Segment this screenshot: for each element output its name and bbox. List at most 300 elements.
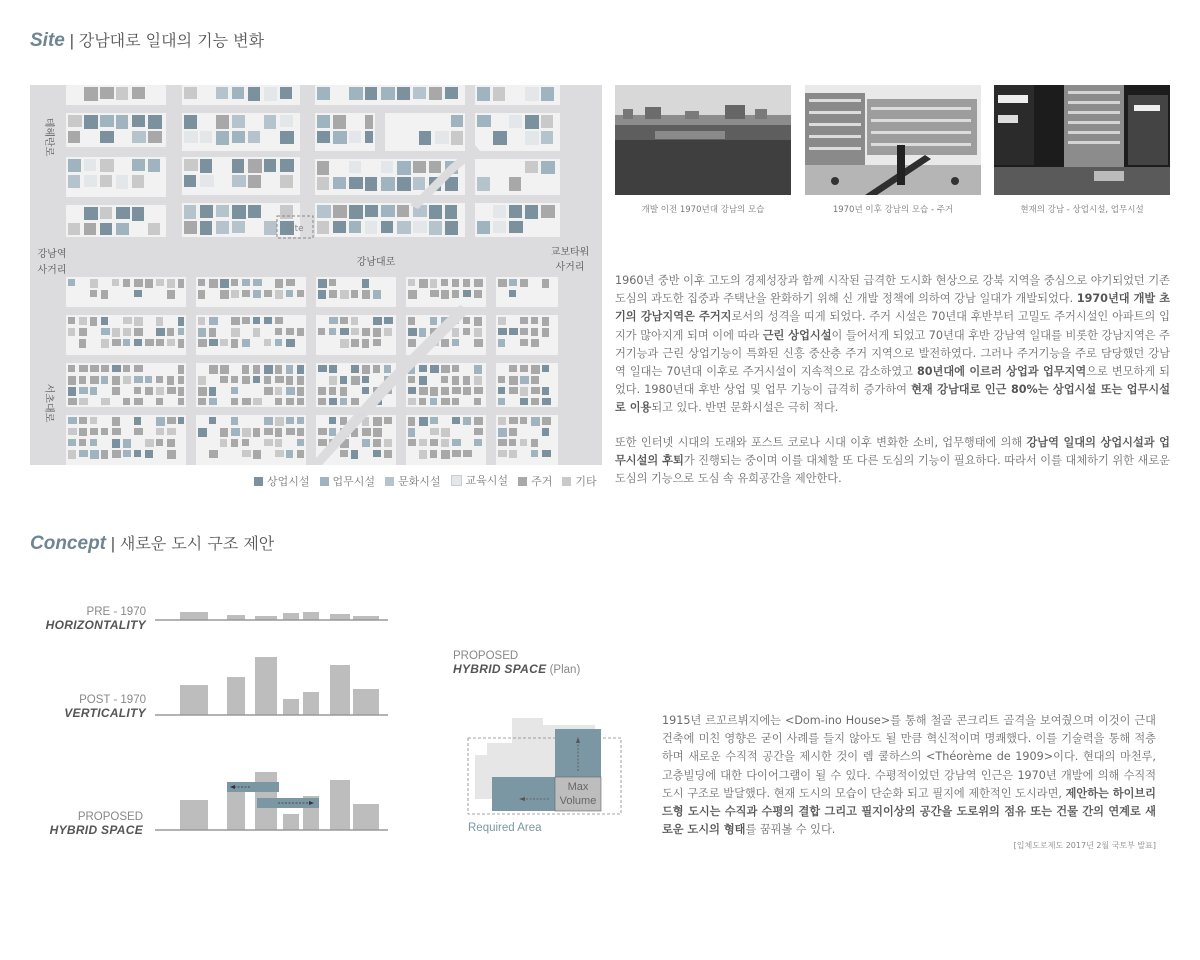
map-building (441, 365, 450, 373)
map-building (381, 205, 395, 217)
map-building (112, 328, 120, 337)
map-building (198, 290, 205, 299)
map-building (134, 428, 143, 435)
photo-caption-3: 현재의 강남 - 상업시설, 업무시설 (1020, 205, 1144, 215)
map-building (148, 115, 162, 129)
legend-label: 주거 (531, 475, 553, 488)
map-building (145, 450, 153, 458)
map-building (520, 365, 528, 372)
map-building (200, 221, 212, 235)
map-building (184, 175, 196, 187)
map-building (68, 365, 75, 372)
map-building (248, 131, 260, 143)
photo-present (994, 85, 1170, 195)
map-building (90, 376, 99, 384)
map-building (340, 317, 348, 324)
map-building (419, 131, 431, 145)
map-building (112, 376, 120, 385)
site-map (30, 85, 602, 465)
photo-post-1970 (805, 85, 981, 195)
map-building (68, 131, 80, 143)
map-building (297, 387, 304, 396)
map-building (198, 339, 207, 347)
map-building (100, 175, 112, 187)
map-building (430, 317, 437, 325)
map-building (220, 376, 228, 383)
map-building (101, 365, 109, 372)
map-building (90, 439, 97, 446)
map-building (365, 131, 373, 143)
map-building (413, 221, 427, 233)
map-building (264, 339, 271, 346)
map-building (68, 450, 76, 459)
map-building (178, 417, 184, 424)
map-building (231, 279, 238, 286)
map-building (184, 159, 198, 171)
p1-text-3: 이 들어서게 되었고 70년대 후반 강남역 일대를 비롯한 강남지역은 주거기능과 근린 상업기능이 특화된 신흥 중산층 주거 지역으로 발전하였다. 그러나 주거기능을 주로 담당했던 강남역 일대는 70년대 이후로 주거시설이 지속적으로 감소하였고 (615, 328, 1170, 379)
map-building (509, 376, 518, 385)
map-building (408, 328, 417, 336)
map-building (441, 339, 449, 347)
map-building (373, 450, 381, 457)
map-building (134, 290, 142, 297)
map-building (123, 279, 130, 287)
concept-paragraph (662, 712, 1156, 839)
map-building (340, 398, 347, 405)
map-building (419, 398, 426, 405)
map-building (68, 376, 76, 385)
site-label: Site (286, 224, 304, 234)
p3-bold-1: 제안하는 하이브리드형 도시는 수직과 수평의 결합 그리고 필지이상의 공간을 도로위의 점유 또는 건물 간의 연계로 새로운 도시의 형태 (662, 786, 1156, 837)
concept-title-text: 새로운 도시 구조 제안 (119, 534, 275, 553)
map-building (329, 279, 336, 286)
map-building (351, 328, 359, 335)
map-building (452, 290, 459, 298)
map-building (264, 221, 277, 235)
map-building (531, 365, 540, 374)
map-building (200, 205, 213, 218)
map-building (318, 279, 327, 288)
map-building (220, 279, 229, 288)
map-building (419, 417, 428, 426)
required-area-label: Required Area (468, 822, 542, 834)
map-building (493, 131, 507, 145)
map-building (167, 417, 176, 424)
map-building (542, 398, 551, 405)
map-building (79, 439, 86, 446)
map-building (275, 417, 284, 426)
map-building (408, 417, 415, 426)
map-building (542, 417, 551, 425)
map-building (178, 398, 184, 405)
map-building (178, 317, 184, 326)
map-building (134, 279, 143, 287)
map-building (452, 387, 461, 394)
map-building (156, 317, 163, 326)
map-building (101, 450, 108, 459)
map-building (429, 87, 442, 100)
map-building (232, 131, 245, 143)
map-building (520, 398, 528, 405)
map-building (297, 365, 304, 374)
map-building (349, 87, 363, 100)
map-building (112, 339, 121, 346)
map-building (79, 365, 88, 372)
map-building (474, 387, 483, 394)
map-building (381, 177, 395, 191)
concept-bar (353, 689, 379, 715)
map-building (280, 159, 294, 172)
map-building (275, 450, 284, 457)
row-label-pre-1970 (30, 606, 146, 632)
map-building (90, 450, 99, 459)
map-building (167, 428, 176, 435)
concept-bar (227, 677, 245, 715)
map-building (329, 387, 336, 395)
legend-swatch (385, 477, 394, 486)
map-building (509, 365, 517, 372)
map-building (90, 279, 98, 288)
map-building (509, 328, 518, 335)
plan-hybrid-text: HYBRID SPACE (453, 662, 547, 676)
map-building (318, 398, 326, 405)
map-building (381, 87, 395, 100)
map-building (397, 177, 411, 191)
map-building (297, 450, 304, 458)
map-building (509, 279, 517, 286)
concept-bar (180, 612, 208, 620)
map-building (340, 387, 347, 396)
concept-bar (180, 685, 208, 715)
map-building (68, 328, 75, 336)
map-building (520, 328, 528, 335)
map-building (419, 279, 428, 288)
map-building (286, 328, 294, 335)
map-building (445, 205, 457, 219)
max-volume-label-1: Max (567, 781, 589, 793)
map-building (531, 387, 540, 394)
map-building (525, 205, 538, 219)
map-building (509, 450, 517, 458)
gangnam-station-label-1: 강남역 (37, 249, 67, 260)
row-period-proposed: PROPOSED (77, 811, 143, 823)
map-building (132, 87, 145, 99)
map-building (397, 161, 411, 175)
map-building (68, 317, 75, 324)
map-building (329, 376, 337, 385)
map-building (429, 161, 441, 173)
map-building (101, 376, 108, 384)
map-building (112, 365, 121, 372)
map-building (430, 450, 437, 458)
p1-bold-2: 근린 상업시설 (762, 328, 832, 342)
map-building (441, 398, 450, 405)
site-section-title (30, 28, 264, 52)
p1-bold-3: 80년대에 이르러 상업과 업무지역 (916, 365, 1087, 379)
map-building (79, 428, 87, 436)
map-building (452, 398, 459, 405)
map-building (232, 205, 246, 219)
map-building (329, 290, 337, 298)
map-building (317, 161, 329, 175)
map-building (430, 417, 438, 424)
map-building (463, 290, 471, 297)
map-building (333, 115, 346, 129)
map-building (429, 221, 442, 235)
map-building (520, 417, 527, 424)
map-building (79, 376, 86, 384)
map-building (441, 450, 450, 459)
map-building (317, 115, 330, 128)
map-building (145, 339, 154, 346)
map-building (318, 365, 327, 372)
map-building (242, 290, 250, 297)
map-building (123, 439, 131, 448)
legend-label: 문화시설 (398, 475, 441, 488)
map-building (253, 450, 261, 459)
map-building (184, 131, 198, 143)
map-building (198, 387, 207, 396)
map-building (531, 328, 538, 336)
legend-label: 상업시설 (267, 475, 310, 488)
legend-item (385, 473, 441, 489)
max-volume-label-2: Volume (559, 795, 597, 807)
map-building (264, 365, 273, 374)
concept-bar (303, 692, 319, 715)
map-building (167, 328, 174, 336)
map-building (100, 87, 114, 99)
map-building (297, 398, 304, 405)
map-building (286, 450, 293, 458)
map-building (156, 439, 163, 446)
p1-text-5: 되고 있다. 반면 문화시설은 극히 적다. (651, 401, 839, 415)
map-building (231, 428, 240, 436)
map-building (525, 87, 539, 101)
map-building (365, 87, 377, 100)
map-building (156, 417, 165, 426)
map-building (373, 317, 382, 325)
map-building (351, 398, 359, 405)
map-building (419, 376, 427, 385)
map-building (318, 328, 325, 335)
map-building (286, 376, 293, 385)
map-building (419, 387, 428, 395)
map-building (317, 205, 331, 218)
map-building (275, 279, 283, 288)
map-building (474, 290, 482, 298)
map-building (430, 439, 438, 446)
map-building (242, 376, 250, 384)
map-building (318, 428, 327, 435)
plan-proposed-text: PROPOSED (453, 650, 519, 662)
map-building (474, 317, 482, 326)
map-building (264, 428, 273, 435)
map-building (397, 87, 410, 100)
map-building (84, 159, 96, 171)
map-building (542, 387, 549, 395)
map-building (498, 417, 506, 425)
map-building (253, 290, 261, 298)
map-building (198, 428, 207, 437)
map-building (248, 159, 262, 173)
map-building (232, 87, 244, 99)
map-building (280, 175, 293, 188)
map-building (541, 131, 553, 144)
legend-label: 기타 (575, 475, 597, 488)
map-building (419, 328, 426, 337)
p1-text-2: 로서의 성격을 띠게 되었다. 주거 시설은 70년대 후반부터 고밀도 주거시설인 아파트의 입지가 많아지게 되며 이에 따라 (615, 310, 1170, 342)
map-building (477, 115, 491, 127)
map-building (542, 365, 549, 372)
map-building (242, 365, 249, 374)
concept-bar (303, 612, 319, 620)
map-building (167, 376, 174, 385)
map-building (248, 205, 261, 218)
map-building (264, 387, 273, 395)
map-building (340, 376, 347, 384)
map-building (362, 387, 369, 394)
map-building (167, 290, 175, 299)
map-building (156, 279, 164, 286)
map-building (116, 175, 128, 189)
map-building (373, 290, 381, 299)
concept-bar (283, 699, 299, 715)
map-building (408, 439, 416, 446)
map-building (463, 376, 470, 385)
map-building (542, 450, 551, 457)
map-building (333, 205, 347, 218)
kyobo-tower-label-2: 사거리 (555, 262, 585, 273)
map-building (275, 339, 282, 346)
map-building (408, 376, 415, 383)
map-building (90, 365, 99, 372)
map-building (232, 115, 245, 128)
map-building (68, 387, 76, 396)
map-building (525, 161, 538, 173)
map-building (134, 365, 143, 372)
map-building (253, 279, 262, 286)
map-building (452, 439, 461, 446)
map-building (90, 317, 97, 326)
map-building (474, 376, 482, 385)
map-building (413, 161, 426, 173)
map-building (253, 365, 260, 374)
map-building (242, 398, 251, 405)
map-building (178, 339, 184, 348)
map-building (112, 387, 120, 395)
map-building (209, 279, 218, 288)
map-building (145, 376, 152, 383)
map-building (286, 290, 293, 297)
map-building (100, 131, 114, 143)
map-building (264, 376, 271, 384)
map-building (498, 398, 505, 405)
p1-bold-4: 현재 강남대로 인근 80%는 상업시설 또는 업무시설로 이용 (615, 383, 1171, 415)
map-building (200, 131, 212, 143)
map-building (145, 387, 153, 395)
map-building (452, 328, 459, 337)
map-building (452, 450, 461, 457)
map-building (463, 450, 472, 457)
site-title-text: 강남대로 일대의 기능 변화 (78, 31, 265, 50)
map-building (264, 290, 272, 297)
map-building (531, 339, 539, 347)
map-building (351, 317, 358, 325)
map-building (232, 221, 245, 233)
concept-bar (353, 804, 379, 830)
map-building (200, 159, 212, 173)
map-building (148, 131, 162, 143)
legend-swatch (451, 475, 462, 486)
map-building (531, 450, 538, 457)
map-building (452, 376, 459, 385)
map-building (452, 365, 459, 372)
map-building (474, 339, 483, 347)
map-building (79, 328, 87, 336)
map-building (134, 339, 142, 346)
map-building (101, 398, 110, 405)
map-building (509, 428, 517, 436)
concept-section-title (30, 531, 274, 555)
map-building (365, 221, 377, 234)
map-building (381, 221, 393, 233)
map-building (329, 328, 336, 335)
map-building (474, 428, 483, 435)
teheran-ro-label: 테헤란로 (43, 117, 54, 157)
legend-item (518, 473, 552, 489)
map-building (253, 328, 260, 337)
map-building (275, 376, 284, 383)
map-building (216, 205, 229, 217)
map-building (198, 328, 206, 337)
map-building (134, 417, 141, 425)
map-building (232, 175, 246, 187)
map-building (474, 417, 483, 425)
map-building (132, 207, 144, 221)
row-period-post: POST - 1970 (79, 694, 146, 706)
map-building (509, 387, 518, 394)
map-building (116, 223, 129, 235)
map-building (134, 317, 143, 326)
map-building (435, 131, 449, 144)
map-building (498, 450, 507, 457)
map-building (477, 87, 490, 101)
map-building (317, 87, 330, 100)
map-building (79, 417, 87, 424)
map-building (329, 365, 337, 373)
map-building (79, 339, 86, 348)
map-building (220, 339, 228, 346)
map-building (178, 387, 184, 396)
map-building (156, 428, 164, 435)
legend-swatch (254, 477, 263, 486)
map-building (351, 450, 358, 459)
map-building (280, 87, 292, 99)
map-building (280, 115, 293, 127)
map-building (408, 279, 415, 286)
map-building (384, 328, 392, 336)
legend-swatch (320, 477, 329, 486)
map-building (493, 221, 506, 233)
map-building (184, 221, 197, 234)
gangnam-station-label-2: 사거리 (37, 265, 67, 276)
map-building (477, 177, 490, 191)
map-building (520, 376, 529, 384)
map-building (318, 439, 327, 446)
legend-item (254, 473, 310, 489)
map-building (329, 417, 336, 424)
site-keyword: Site (30, 30, 65, 51)
